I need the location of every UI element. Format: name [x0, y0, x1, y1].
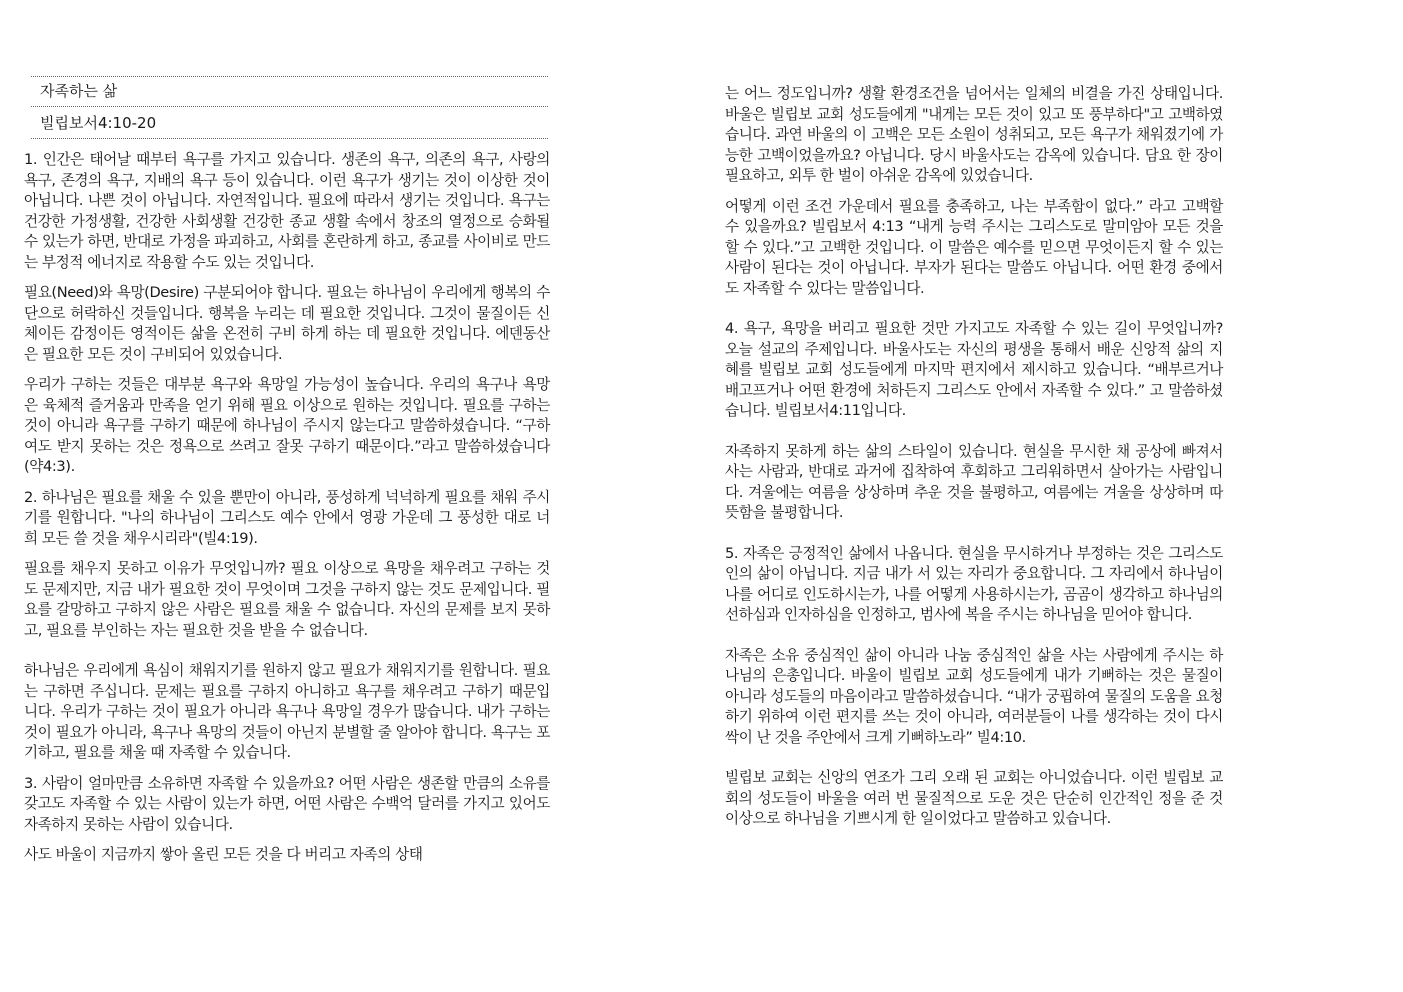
scripture-reference: 빌립보서4:10-20: [40, 114, 157, 132]
paragraph-way-of-contentment: 4. 욕구, 욕망을 버리고 필요한 것만 가지고도 자족할 수 있는 길이 무엇입니까? 오늘 설교의 주제입니다. 바울사도는 자신의 평생을 통해서 배운 신앙적 삶의 지혜를 빌립보 교회 성도들에게 마지막 편지에서 제시하고 있습니다. “배부르거나 배고프거나 어떤 환경에 처하든지 그리스도 안에서 자족할 수 있다.” 고 말씀하셨습니다. 빌립보서4:11입니다.: [725, 320, 1223, 419]
paragraph-why-unfilled: 필요를 채우지 못하고 이유가 무엇입니까? 필요 이상으로 욕망을 채우려고 구하는 것도 문제지만, 지금 내가 필요한 것이 무엇이며 그것을 구하지 않는 것도 문제입니다. 필요를 갈망하고 구하지 않은 사람은 필요를 채울 수 없습니다. 자신의 문제를 보지 못하고, 필요를 부인하는 자는 필요한 것을 받을 수 없습니다.: [24, 560, 550, 639]
paragraph-positive-life: 5. 자족은 긍정적인 삶에서 나옵니다. 현실을 무시하거나 부정하는 것은 그리스도인의 삶이 아닙니다. 지금 내가 서 있는 자리가 중요합니다. 그 자리에서 하나님이 나를 어디로 인도하시는가, 나를 어떻게 사용하시는가, 곰곰이 생각하고 하나님의 선하심과 인자하심을 인정하고, 범사에 복을 주시는 하나님을 믿어야 합니다.: [725, 544, 1223, 623]
paragraph-philippi-church: 빌립보 교회는 신앙의 연조가 그리 오래 된 교회는 아니었습니다. 이런 빌립보 교회의 성도들이 바울을 여러 번 물질적으로 도운 것은 단순히 인간적인 정을 준 것 이상으로 하나님을 기쁘시게 한 일이었다고 말씀하고 있습니다.: [725, 769, 1223, 827]
paragraph-needs-intro: 1. 인간은 태어날 때부터 욕구를 가지고 있습니다. 생존의 욕구, 의존의 욕구, 사랑의 욕구, 존경의 욕구, 지배의 욕구 등이 있습니다. 이런 욕구가 생기는 것이 이상한 것이 아닙니다. 나쁜 것이 아닙니다. 자연적입니다. 필요에 따라서 생기는 것입니다. 욕구는 건강한 가정생활, 건강한 사회생활 건강한 종교 생활 속에서 창조의 열정으로 승화될 수 있는가 하면, 반대로 가정을 파괴하고, 사회를 혼란하게 하고, 종교를 사이비로 만드는 부정적 에너지로 작용할 수도 있는 것입니다.: [24, 151, 550, 271]
left-body: [24, 150, 550, 866]
paragraph-paul-start: 사도 바울이 지금까지 쌓아 올린 모든 것을 다 버리고 자족의 상태: [24, 846, 423, 863]
header-rule-bottom: [31, 138, 548, 139]
header-rule-top: [31, 76, 548, 77]
paragraph-how-much: 3. 사람이 얼마만큼 소유하면 자족할 수 있을까요? 어떤 사람은 생존할 만큼의 소유를 갖고도 자족할 수 있는 사람이 있는가 하면, 어떤 사람은 수백억 달러를 가지고 있어도 자족하지 못하는 사람이 있습니다.: [24, 774, 550, 833]
paragraph-paul-prison: 는 어느 정도입니까? 생활 환경조건을 넘어서는 일체의 비결을 가진 상태입니다. 바울은 빌립보 교회 성도들에게 "내게는 모든 것이 있고 또 풍부하다"고 고백하였습니다. 과연 바울의 이 고백은 모든 소원이 성취되고, 모든 욕구가 채워졌기에 가능한 고백이었을까요? 아닙니다. 당시 바울사도는 감옥에 있습니다. 담요 한 장이 필요하고, 외투 한 벌이 아쉬운 감옥에 있었습니다.: [725, 85, 1223, 184]
header-rule-middle: [31, 106, 548, 107]
paragraph-abundance: 2. 하나님은 필요를 채울 수 있을 뿐만이 아니라, 풍성하게 넉넉하게 필요를 채워 주시기를 원합니다. "나의 하나님이 그리스도 예수 안에서 영광 가운데 그 풍성한 대로 너희 모든 쓸 것을 채우시리라"(빌4:19).: [24, 488, 550, 547]
paragraph-asking: 우리가 구하는 것들은 대부분 욕구와 욕망일 가능성이 높습니다. 우리의 욕구나 욕망은 육체적 즐거움과 만족을 얻기 위해 필요 이상으로 원하는 것입니다. 필요를 구하는 것이 아니라 욕구를 구하기 때문에 하나님이 주시지 않는다고 말씀하셨습니다. “구하여도 받지 못하는 것은 정욕으로 쓰려고 잘못 구하기 때문이다.”라고 말씀하셨습니다(약4:3).: [24, 376, 550, 475]
paragraph-need-vs-desire: 필요(Need)와 욕망(Desire) 구분되어야 합니다. 필요는 하나님이 우리에게 행복의 수단으로 허락하신 것들입니다. 행복을 누리는 데 필요한 것입니다. 그것이 물질이든 신체이든 감정이든 영적이든 삶을 온전히 구비 하게 하는 데 필요한 것입니다. 에덴동산은 필요한 모든 것이 구비되어 있었습니다.: [24, 284, 550, 363]
paragraph-god-wants: 하나님은 우리에게 욕심이 채워지기를 원하지 않고 필요가 채워지기를 원합니다. 필요는 구하면 주십니다. 문제는 필요를 구하지 아니하고 욕구를 채우려고 구하기 때문입니다. 우리가 구하는 것이 필요가 아니라 욕구나 욕망일 경우가 많습니다. 내가 구하는 것이 필요가 아니라, 욕구나 욕망의 것들이 아닌지 분별할 줄 알아야 합니다. 욕구는 포기하고, 필요를 채울 때 자족할 수 있습니다.: [24, 662, 550, 761]
paragraph-how-confess: 어떻게 이런 조건 가운데서 필요를 충족하고, 나는 부족함이 없다.” 라고 고백할 수 있을까요? 빌립보서 4:13 “내게 능력 주시는 그리스도로 말미암아 모든 것을 할 수 있다.”고 고백한 것입니다. 이 말씀은 예수를 믿으면 무엇이든지 할 수 있는 사람이 된다는 것이 아닙니다. 부자가 된다는 말씀도 아닙니다. 어떤 환경 중에서도 자족할 수 있다는 말씀입니다.: [725, 197, 1223, 297]
paragraph-lifestyle: 자족하지 못하게 하는 삶의 스타일이 있습니다. 현실을 무시한 채 공상에 빠져서 사는 사람과, 반대로 과거에 집착하여 후회하고 그리워하면서 살아가는 사람입니다. 겨울에는 여름을 상상하며 추운 것을 불평하고, 여름에는 겨울을 상상하며 따뜻함을 불평합니다.: [725, 442, 1223, 521]
right-body: [725, 84, 1223, 830]
page-title: 자족하는 삶: [40, 82, 118, 100]
paragraph-sharing: 자족은 소유 중심적인 삶이 아니라 나눔 중심적인 삶을 사는 사람에게 주시는 하나님의 은총입니다. 바울이 빌립보 교회 성도들에게 내가 기뻐하는 것은 물질이 아니라 성도들의 마음이라고 말씀하셨습니다. “내가 궁핍하여 물질의 도움을 요청하기 위하여 이런 편지를 쓰는 것이 아니라, 여러분들이 나를 생각하는 것이 다시 싹이 난 것을 주안에서 크게 기뻐하노라” 빌4:10.: [725, 646, 1223, 746]
